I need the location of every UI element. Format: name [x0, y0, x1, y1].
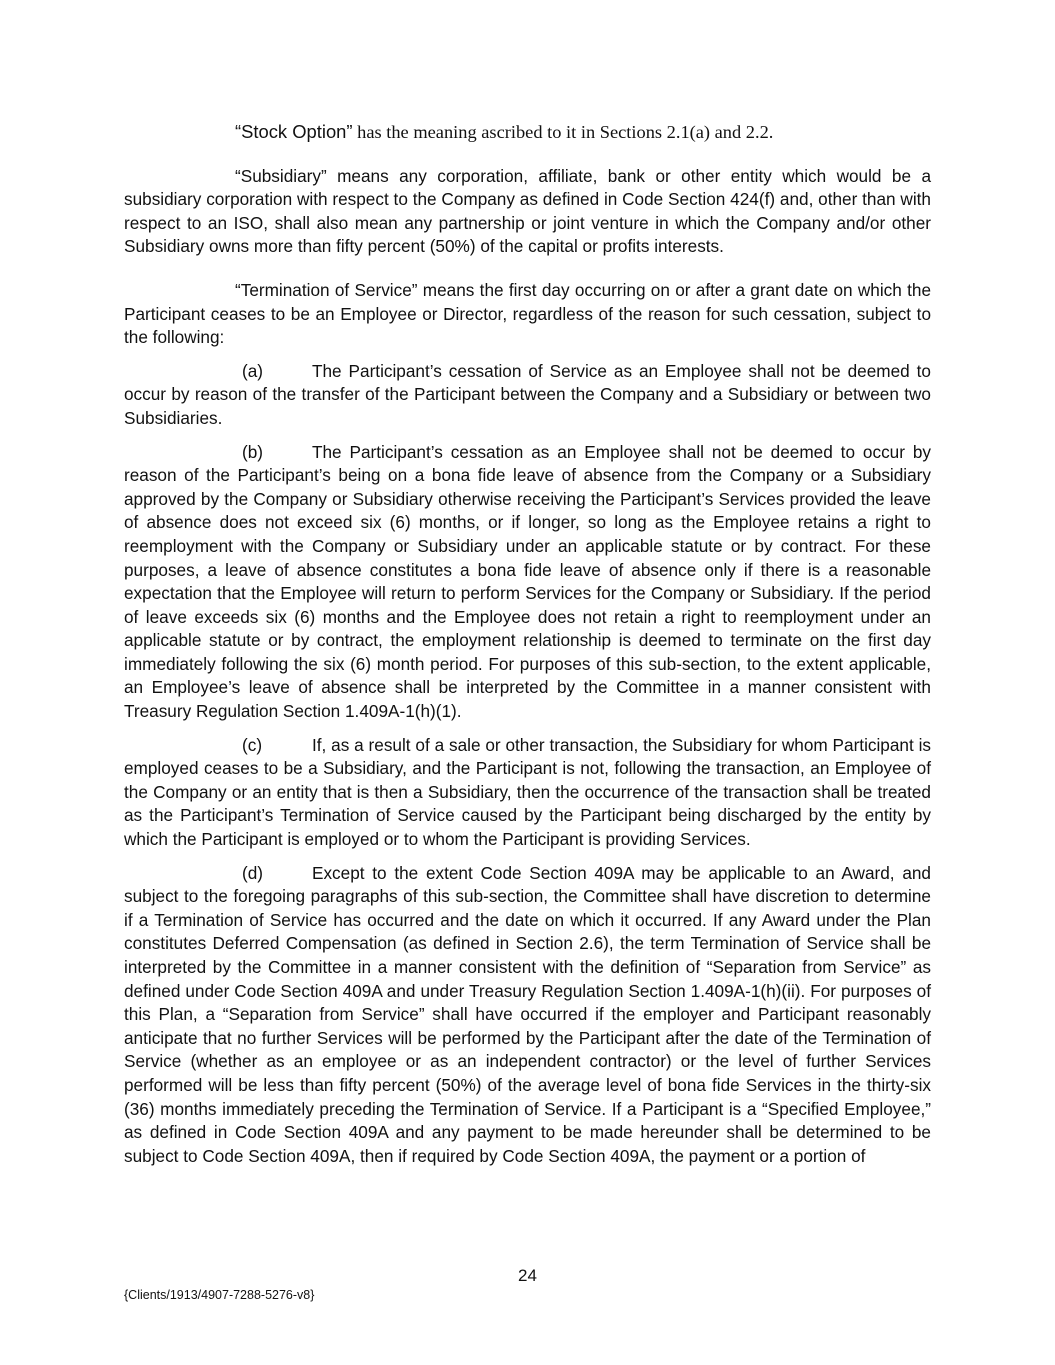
subsection-label: (d): [242, 862, 264, 883]
definition-text: has the meaning ascribed to it in Sections 2.1(a) and 2.2.: [352, 122, 774, 142]
subsection-text: The Participant’s cessation as an Employee shall not be deemed to occur by reason of the Participant’s being on a bona fide leave of absence from the Company or a Subsidiary approved by the Company or Subsidiary otherwise receiving the Participant’s Services provided the leave of absence does not exceed six (6) months, or if longer, so long as the Employee retains a right to reemployment with the Company or Subsidiary under an applicable statute or by contract. For these purposes, a leave of absence constitutes a bona fide leave of absence only if there is a reasonable expectation that the Employee will return to perform Services for the Company or Subsidiary. If the period of leave exceeds six (6) months and the Employee does not retain a right to reemployment under an applicable statute or by contract, the employment relationship is deemed to terminate on the first day immediately following the six (6) month period. For purposes of this sub-section, to the extent applicable, an Employee’s leave of absence shall be interpreted by the Committee in a manner consistent with Treasury Regulation Section 1.409A-1(h)(1).: [124, 441, 931, 722]
subsection-text: If, as a result of a sale or other transaction, the Subsidiary for whom Participant is employed ceases to be a Subsidiary, and the Participant is not, following the transaction, an Employee of the Company or an entity that is then a Subsidiary, then the occurrence of the transaction shall be treated as the Participant’s Termination of Service caused by the Participant being discharged by the entity by which the Participant is employed or to whom the Participant is providing Services.: [124, 734, 931, 850]
subsection-label: (a): [242, 360, 264, 381]
definition-subsidiary: [124, 165, 931, 259]
definition-text: means the first day occurring on or after a grant date on which the Participant ceases to be an Employee or Director, regardless of the reason for such cessation, subject to the following:: [124, 279, 932, 348]
subsection-label: (c): [242, 734, 263, 755]
subsection-b: [124, 441, 931, 724]
subsection-c: [124, 734, 931, 852]
subsection-text: The Participant’s cessation of Service as an Employee shall not be deemed to occur by reason of the transfer of the Participant between the Company and a Subsidiary or between two Subsidiaries.: [124, 360, 931, 428]
subsection-text: Except to the extent Code Section 409A may be applicable to an Award, and subject to the foregoing paragraphs of this sub-section, the Committee shall have discretion to determine if a Termination of Service has occurred and the date on which it occurred. If any Award under the Plan constitutes Deferred Compensation (as defined in Section 2.6), the term Termination of Service shall be interpreted by the Committee in a manner consistent with the definition of “Separation from Service” as defined under Code Section 409A and under Treasury Regulation Section 1.409A-1(h)(ii). For purposes of this Plan, a “Separation from Service” shall have occurred if the employer and Participant reasonably anticipate that no further Services will be performed by the Participant after the date of the Termination of Service (whether as an employee or as an independent contractor) or the level of further Services performed will be less than fifty percent (50%) of the average level of bona fide Services in the thirty-six (36) months immediately preceding the Termination of Service. If a Participant is a “Specified Employee,” as defined in Code Section 409A and any payment to be made hereunder shall be determined to be subject to Code Section 409A, then if required by Code Section 409A, the payment or a portion of: [124, 862, 931, 1166]
page-number: 24: [518, 1266, 537, 1285]
defined-term: “Termination of Service”: [235, 279, 418, 300]
definition-text: means any corporation, affiliate, bank or other entity which would be a subsidiary corporation with respect to the Company as defined in Code Section 424(f) and, other than with respect to an ISO, shall also mean any partnership or joint venture in which the Company and/or other Subsidiary owns more than fifty percent (50%) of the capital or profits interests.: [124, 165, 931, 257]
subsection-label: (b): [242, 441, 264, 462]
subsection-a: [124, 360, 931, 431]
definition-stock-option: [124, 120, 931, 145]
subsection-d: [124, 862, 931, 1169]
defined-term: “Subsidiary”: [235, 165, 327, 186]
document-body: [124, 120, 931, 1168]
document-id-footer: {Clients/1913/4907-7288-5276-v8}: [124, 1288, 315, 1302]
definition-termination-of-service: [124, 279, 931, 350]
defined-term: “Stock Option”: [235, 121, 353, 142]
